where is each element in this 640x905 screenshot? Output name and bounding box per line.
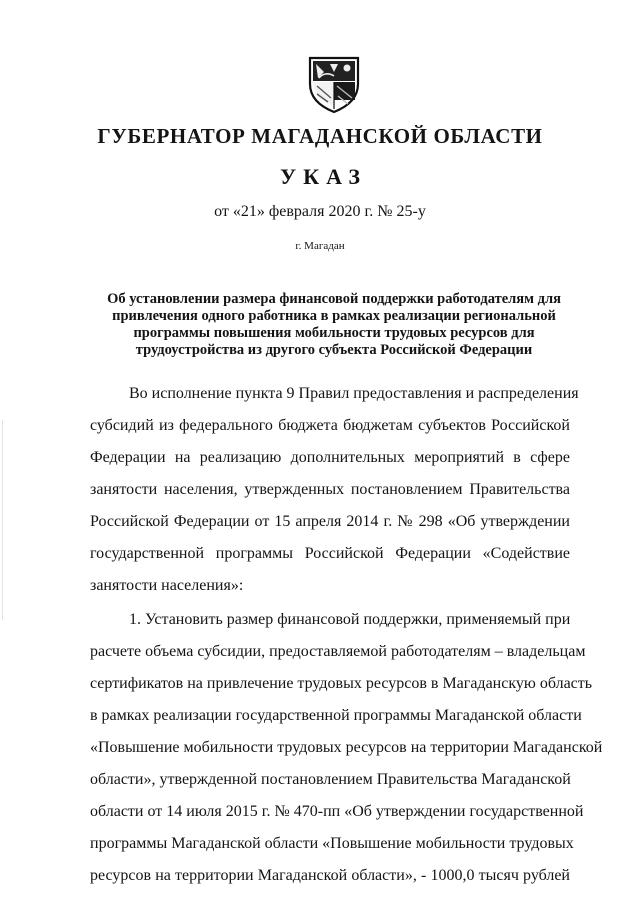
scan-margin-line (2, 420, 3, 620)
title-line: привлечения одного работника в рамках реализации региональной (112, 308, 556, 324)
title-line: трудоустройства из другого субъекта Российской Федерации (135, 342, 533, 358)
body-line: Федерации на реализацию дополнительных мероприятий в сфере (90, 449, 570, 466)
authority-heading: ГУБЕРНАТОР МАГАДАНСКОЙ ОБЛАСТИ (97, 124, 543, 148)
magadan-coat-of-arms-icon (304, 54, 364, 114)
document-city: г. Магадан (295, 240, 345, 252)
body-line: расчете объема субсидии, предоставляемой работодателям – владельцам (90, 643, 586, 660)
title-line: Об установлении размера финансовой поддержки работодателям для (107, 291, 561, 307)
body-line: области от 14 июля 2015 г. № 470-пп «Об утверждении государственной (90, 803, 584, 820)
body-line: в рамках реализации государственной программы Магаданской области (90, 707, 582, 724)
document-type-heading: УКАЗ (279, 164, 368, 189)
body-line: «Повышение мобильности трудовых ресурсов на территории Магаданской (90, 739, 603, 756)
document-date-number: от «21» февраля 2020 г. № 25-у (214, 203, 426, 220)
body-line: субсидий из федерального бюджета бюджетам субъектов Российской (90, 417, 570, 434)
body-line: программы Магаданской области «Повышение мобильности трудовых (90, 835, 574, 852)
body-line: государственной программы Российской Федерации «Содействие (90, 545, 570, 562)
document-title (84, 291, 584, 359)
body-line: занятости населения, утвержденных постановлением Правительства (90, 481, 570, 498)
title-line: программы повышения мобильности трудовых ресурсов для (133, 325, 535, 341)
body-line: Российской Федерации от 15 апреля 2014 г. № 298 «Об утверждении (90, 513, 570, 530)
body-line: области», утвержденной постановлением Правительства Магаданской (90, 771, 571, 788)
body-line: занятости населения»: (90, 577, 244, 594)
body-line: 1. Установить размер финансовой поддержки, применяемый при (129, 611, 571, 628)
body-line: Во исполнение пункта 9 Правил предоставления и распределения (129, 385, 579, 402)
body-line: ресурсов на территории Магаданской области», - 1000,0 тысяч рублей (90, 867, 570, 884)
body-line: сертификатов на привлечение трудовых ресурсов в Магаданскую область (90, 675, 593, 692)
